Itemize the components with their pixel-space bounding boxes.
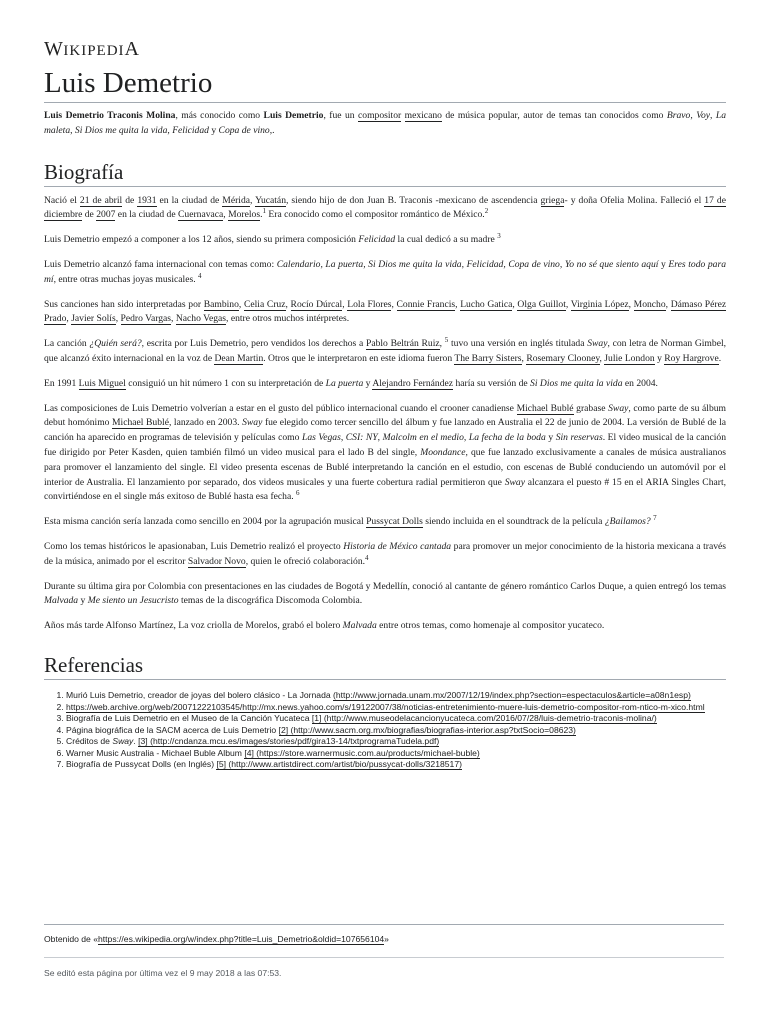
link-artist[interactable]: Lucho Gatica — [460, 298, 513, 310]
ref-sup[interactable]: 6 — [296, 489, 300, 498]
link-artist[interactable]: Javier Solís — [71, 313, 116, 325]
reference-item: 3. Biografía de Luis Demetrio en el Museo de la Canción Yucateca [1] (http://www.museodelacancionyucateca.com/2016/07/28/luis-demetrio-traconis-molina/) — [66, 713, 726, 725]
bio-paragraph-5: La canción ¿Quién será?, escrita por Luis Demetrio, pero vendidos los derechos a Pablo Beltrán Ruiz, $^5$ tuvo una versión en inglés titulada Sway, con letra de Norman Gimbel, que alcanzó éxito internacional en la voz de Dean Martin. Otros que le interpretaron en este idioma fueron The Barry Sisters, Rosemary Clooney, Julie London y Roy Hargrove. — [44, 335, 727, 364]
link-mexicano[interactable]: mexicano — [404, 110, 442, 121]
last-edit-divider — [44, 957, 724, 958]
artist-link-list: Bambino, Celia Cruz, Rocío Dúrcal, Lola Flores, Connie Francis, Lucho Gatica, Olga Guillot, Virginia López, Moncho, Dámaso Pérez Prado, Javier Solís, Pedro Vargas, Nacho Vegas — [44, 298, 727, 325]
reference-item: 5. Créditos de Sway. [3] (http://cndanza.mcu.es/images/stories/pdf/gira13-14/txtprogramaTudela.pdf) — [66, 736, 726, 748]
reference-item: 2. https://web.archive.org/web/20071222103545/http://mx.news.yahoo.com/s/19122007/38/noticias-entretenimiento-muere-luis-demetrio-compositor-rom-ntico-m-xico.html — [66, 702, 726, 714]
last-edit-notice: Se editó esta página por última vez el 9 may 2018 a las 07:53. — [44, 968, 282, 978]
ref-sup[interactable]: 3 — [497, 232, 501, 240]
link-artist[interactable]: Rocío Dúrcal — [290, 298, 343, 310]
link-michael-buble[interactable]: Michael Bublé — [516, 402, 574, 414]
link-date-death[interactable]: 17 de diciembre — [44, 194, 726, 221]
reference-item: 6. Warner Music Australia - Michael Buble Album [4] (https://store.warnermusic.com.au/products/michael-buble) — [66, 748, 726, 760]
bio-paragraph-1: Nació el 21 de abril de 1931 en la ciudad de Mérida, Yucatán, siendo hijo de don Juan B. Traconis -mexicano de ascendencia griega- y doña Ofelia Molina. Falleció el 17 de diciembre de 2007 en la ciudad de Cuernavaca, Morelos.$^1$ Era conocido como el compositor romántico de México.$^2$ — [44, 194, 726, 221]
retrieved-url-link[interactable]: https://es.wikipedia.org/w/index.php?title=Luis_Demetrio&oldid=107656104 — [98, 934, 385, 944]
link-artist[interactable]: Virginia López — [570, 298, 629, 310]
link-merida[interactable]: Mérida — [222, 194, 251, 206]
biografia-section — [44, 194, 726, 634]
link-artist[interactable]: Pedro Vargas — [120, 313, 172, 325]
link-year-death[interactable]: 2007 — [96, 209, 116, 221]
ref-sup[interactable]: 1 — [262, 207, 266, 216]
link-artist[interactable]: Nacho Vegas — [175, 313, 227, 325]
link-barry-sisters[interactable]: The Barry Sisters — [454, 352, 522, 364]
link-julie-london[interactable]: Julie London — [604, 352, 655, 364]
link-salvador-novo[interactable]: Salvador Novo — [187, 555, 246, 567]
wikipedia-logo[interactable]: WIKIPEDIA — [44, 38, 140, 60]
bio-paragraph-11: Años más tarde Alfonso Martínez, La voz criolla de Morelos, grabó el bolero Malvada entre otros temas, como homenaje al compositor yucateco. — [44, 620, 605, 632]
bio-paragraph-9: Como los temas históricos le apasionaban, Luis Demetrio realizó el proyecto Historia de México cantada para promover un mejor conocimiento de la historia mexicana a través de la música, animado por el escritor Salvador Novo, quien le ofreció colaboración.$^4$ — [44, 540, 727, 567]
bio-paragraph-4: Sus canciones han sido interpretadas por Bambino, Celia Cruz, Rocío Dúrcal, Lola Flores, Connie Francis, Lucho Gatica, Olga Guillot, Virginia López, Moncho, Dámaso Pérez Prado, Javier Solís, Pedro Vargas, Nacho Vegas, entre otros muchos intérpretes. — [44, 298, 727, 325]
bio-paragraph-6: En 1991 Luis Miguel consiguió un hit número 1 con su interpretación de La puerta y Alejandro Fernández haría su versión de Si Dios me quita la vida en 2004. — [44, 377, 658, 389]
ref-sup[interactable]: 4 — [365, 553, 369, 562]
link-year-birth[interactable]: 1931 — [137, 194, 157, 206]
link-artist[interactable]: Bambino — [203, 298, 239, 310]
heading-biografia: Biografía — [44, 159, 726, 187]
link-artist[interactable]: Olga Guillot — [517, 298, 566, 310]
link-artist[interactable]: Dámaso Pérez Prado — [44, 298, 727, 325]
link-artist[interactable]: Lola Flores — [347, 298, 392, 310]
link-luis-miguel[interactable]: Luis Miguel — [78, 377, 126, 389]
bio-paragraph-3: Luis Demetrio alcanzó fama internacional con temas como: Calendario, La puerta, Si Dios me quita la vida, Felicidad, Copa de vino, Yo no sé que siento aquí y Eres todo para mí, entre otras muchas joyas musicales. $^4$ — [44, 258, 727, 285]
bio-paragraph-7: Las composiciones de Luis Demetrio volverían a estar en el gusto del público internacional cuando el crooner canadiense Michael Bublé grabase Sway, como parte de su álbum debut homónimo Michael Bublé, lanzado en 2003. Sway fue elegido como tercer sencillo del álbum y fue lanzado en Australia el 22 de junio de 2004. La versión de Bublé de la canción ha aparecido en programas de televisión y películas como Las Vegas, CSI: NY, Malcolm en el medio, La fecha de la boda y Sin reservas. El video musical de la canción fue dirigido por Peter Kasden, quien también filmó un video musical para el lado B del single, Moondance, que fue lanzado exclusivamente a canales de música australianos para promover el lanzamiento del single. El video presenta escenas de Bublé interpretando la canción en el estudio, con escenas de Bublé conduciendo un automóvil por el interior de Australia. El lanzamiento por separado, dos videos musicales y una fuerte cobertura radial permitieron que Sway alcanzara el puesto # 15 en el ARIA Singles Chart, convirtiéndose en el single más exitoso de Bublé hasta esa fecha. $^6$ — [44, 402, 727, 503]
link-roy-hargrove[interactable]: Roy Hargrove — [664, 352, 719, 364]
footer-divider — [44, 924, 724, 925]
bio-paragraph-10: Durante su última gira por Colombia con presentaciones en las ciudades de Bogotá y Medellín, conoció al cantante de género romántico Carlos Duque, a quien entregó los temas Malvada y Me siento un Jesucristo temas de la discográfica Discomoda Colombia. — [44, 580, 726, 607]
link-rosemary-clooney[interactable]: Rosemary Clooney — [526, 352, 600, 364]
link-artist[interactable]: Celia Cruz — [243, 298, 286, 310]
link-yucatan[interactable]: Yucatán — [255, 194, 286, 206]
link-pussycat-dolls[interactable]: Pussycat Dolls — [366, 516, 423, 528]
link-artist[interactable]: Connie Francis — [396, 298, 456, 310]
bio-paragraph-8: Esta misma canción sería lanzada como sencillo en 2004 por la agrupación musical Pussycat Dolls siendo incluida en el soundtrack de la película ¿Bailamos? $^7$ — [44, 513, 657, 528]
link-griega[interactable]: griega — [540, 194, 565, 206]
references-list — [44, 690, 726, 771]
link-alejandro-fernandez[interactable]: Alejandro Fernández — [372, 377, 454, 389]
link-compositor[interactable]: compositor — [358, 110, 402, 121]
page-title: Luis Demetrio — [44, 66, 726, 103]
link-artist[interactable]: Moncho — [633, 298, 666, 310]
article — [44, 38, 726, 771]
link-cuernavaca[interactable]: Cuernavaca — [178, 209, 224, 221]
link-date-birth[interactable]: 21 de abril — [79, 194, 123, 206]
link-pablo-beltran-ruiz[interactable]: Pablo Beltrán Ruiz — [366, 338, 440, 350]
retrieved-from: Obtenido de «https://es.wikipedia.org/w/index.php?title=Luis_Demetrio&oldid=107656104» — [44, 934, 389, 944]
ref-sup[interactable]: 5 — [444, 335, 449, 344]
link-morelos[interactable]: Morelos — [228, 209, 261, 221]
heading-referencias: Referencias — [44, 652, 726, 680]
lead-paragraph: Luis Demetrio Traconis Molina, más conocido como Luis Demetrio, fue un compositor mexicano de música popular, autor de temas tan conocidos como Bravo, Voy, La maleta, Si Dios me quita la vida, Felicidad y Copa de vino,. — [44, 110, 727, 136]
link-michael-buble-album[interactable]: Michael Bublé — [112, 417, 169, 429]
ref-sup[interactable]: 2 — [484, 207, 489, 216]
link-dean-martin[interactable]: Dean Martin — [214, 352, 264, 364]
bio-paragraph-2: Luis Demetrio empezó a componer a los 12 años, siendo su primera composición Felicidad la cual dedicó a su madre $^3$ — [44, 232, 501, 246]
ref-sup[interactable]: 4 — [198, 271, 202, 280]
reference-item: 7. Biografía de Pussycat Dolls (en Inglés) [5] (http://www.artistdirect.com/artist/bio/pussycat-dolls/3218517) — [66, 759, 726, 771]
reference-item: 1. Murió Luis Demetrio, creador de joyas del bolero clásico - La Jornada (http://www.jornada.unam.mx/2007/12/19/index.php?section=espectaculos&article=a08n1esp) — [66, 690, 726, 702]
reference-item: 4. Página biográfica de la SACM acerca de Luis Demetrio [2] (http://www.sacm.org.mx/biografias/biografias-interior.asp?txtSocio=08623) — [66, 725, 726, 737]
ref-sup[interactable]: 7 — [653, 513, 657, 522]
